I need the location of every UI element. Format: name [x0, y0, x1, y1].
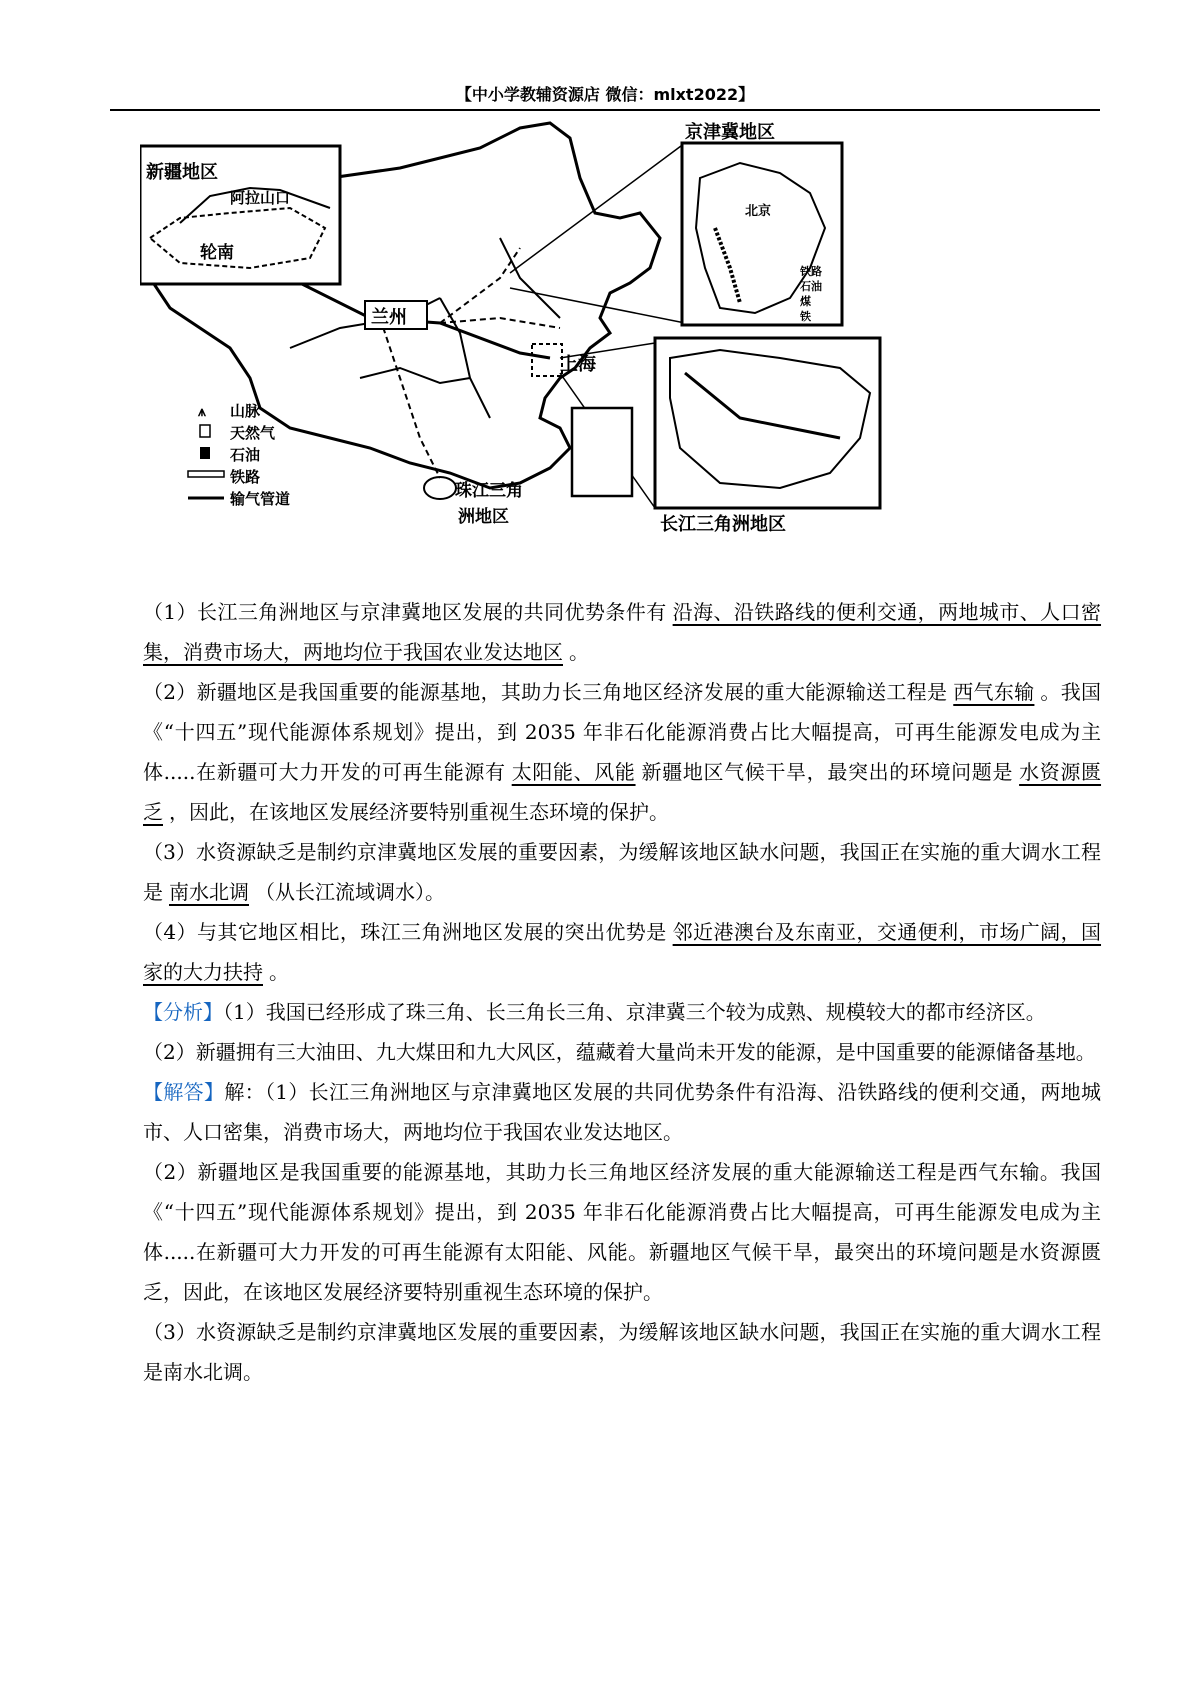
question-2: （2）新疆地区是我国重要的能源基地，其助力长三角地区经济发展的重大能源输送工程是 西气东输 。我国《“十四五”现代能源体系规划》提出，到 2035 年非石化能源消费占比大幅提高，可再生能源发电成为主体.....在新疆可大力开发的可再生能源有 太阳能、风能 新疆地区气候干旱，最突出的环境问题是 水资源匮乏 ，因此，在该地区发展经济要特别重视生态环境的保护。: [143, 680, 1102, 824]
label-changjiang: 长江三角洲地区: [660, 514, 786, 535]
label-shanghai: 上海: [560, 354, 596, 375]
legend-oil: 石油: [230, 446, 261, 464]
analysis-1: 【分析】（1）我国已经形成了珠三角、长三角长三角、京津冀三个较为成熟、规模较大的都市经济区。: [143, 1000, 1046, 1024]
label-xinjiang: 新疆地区: [146, 162, 218, 183]
label-altai: 阿拉山口: [230, 189, 291, 207]
legend-railway: 铁路: [230, 468, 261, 486]
solution-tag: 【解答】: [143, 1080, 225, 1104]
inset-legend-iron: 铁: [800, 310, 811, 323]
question-3: （3）水资源缺乏是制约京津冀地区发展的重要因素，为缓解该地区缺水问题，我国正在实施的重大调水工程是 南水北调 （从长江流域调水）。: [143, 840, 1101, 904]
legend-oil-icon: [200, 447, 210, 459]
answer-2c: 水资源匮乏: [143, 760, 1102, 824]
china-region-map: [140, 118, 960, 578]
content: [143, 592, 1101, 1392]
legend-railway-icon: [188, 471, 224, 477]
legend-mountain: 山脉: [230, 402, 261, 420]
label-lunnan: 轮南: [200, 243, 234, 263]
analysis-tag: 【分析】: [143, 1000, 223, 1024]
legend-mountain-icon: ⩚: [198, 404, 206, 420]
label-zhujiang-2: 洲地区: [458, 507, 509, 527]
inset-legend-railway: 铁路: [800, 265, 822, 278]
inset-legend-coal: 煤: [800, 295, 811, 308]
answer-3: 南水北调: [169, 880, 249, 904]
answer-4: 邻近港澳台及东南亚，交通便利，市场广阔，国家的大力扶持: [143, 920, 1102, 984]
answer-2b: 太阳能、风能: [511, 760, 636, 784]
legend-gas-icon: [200, 425, 210, 437]
question-1: （1）长江三角洲地区与京津冀地区发展的共同优势条件有 沿海、沿铁路线的便利交通，两地城市、人口密集，消费市场大，两地均位于我国农业发达地区 。: [143, 600, 1102, 664]
solution-1: 【解答】解：（1）长江三角洲地区与京津冀地区发展的共同优势条件有沿海、沿铁路线的便利交通，两地城市、人口密集，消费市场大，两地均位于我国农业发达地区。: [143, 1080, 1102, 1144]
label-lanzhou: 兰州: [371, 307, 407, 328]
answer-2a: 西气东输: [953, 680, 1035, 704]
label-zhujiang-1: 珠江三角: [455, 481, 523, 501]
hainan-island: [424, 477, 456, 499]
jingjinji-inset: [682, 143, 842, 325]
analysis-2: （2）新疆拥有三大油田、九大煤田和九大风区，蕴藏着大量尚未开发的能源，是中国重要的能源储备基地。: [143, 1040, 1096, 1064]
legend-pipeline: 输气管道: [230, 490, 291, 508]
question-4: （4）与其它地区相比，珠江三角洲地区发展的突出优势是 邻近港澳台及东南亚，交通便利，市场广阔，国家的大力扶持 。: [143, 920, 1102, 984]
inset-legend-oil: 石油: [800, 280, 822, 293]
header-rule: [110, 109, 1100, 111]
answer-1: 沿海、沿铁路线的便利交通，两地城市、人口密集，消费市场大，两地均位于我国农业发达地区: [143, 600, 1102, 664]
label-jingjinji: 京津冀地区: [685, 122, 775, 143]
solution-3: （3）水资源缺乏是制约京津冀地区发展的重要因素，为缓解该地区缺水问题，我国正在实施的重大调水工程是南水北调。: [143, 1320, 1101, 1384]
solution-2: （2）新疆地区是我国重要的能源基地，其助力长三角地区经济发展的重大能源输送工程是西气东输。我国《“十四五”现代能源体系规划》提出，到 2035 年非石化能源消费占比大幅提高，可再生能源发电成为主体.....在新疆可大力开发的可再生能源有太阳能、风能。新疆地区气候干旱，最突出的环境问题是水资源匮乏，因此，在该地区发展经济要特别重视生态环境的保护。: [143, 1160, 1101, 1304]
page-header: 【中小学教辅资源店 微信：mlxt2022】: [455, 85, 755, 104]
label-beijing: 北京: [745, 204, 772, 219]
south-sea-inset: [572, 408, 632, 496]
legend-gas: 天然气: [230, 424, 276, 442]
